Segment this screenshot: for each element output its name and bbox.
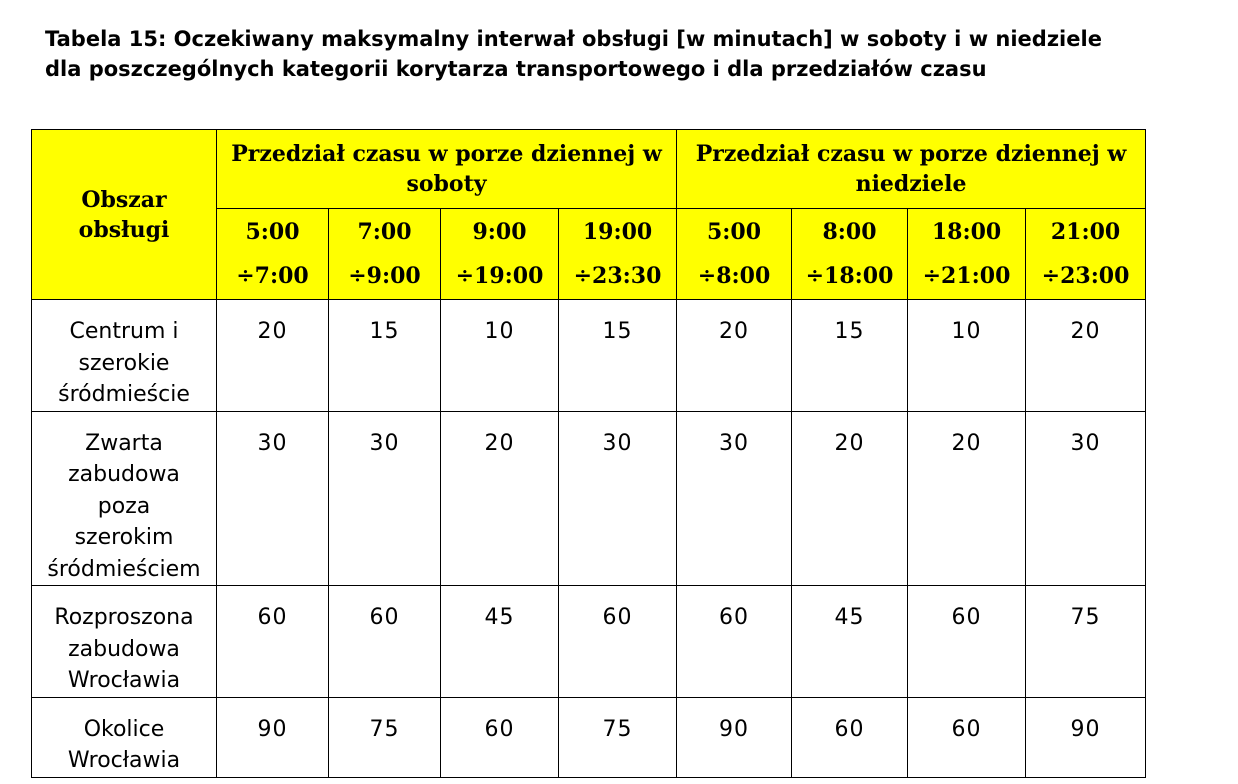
interval-cell: 90 xyxy=(1026,697,1146,777)
table-caption xyxy=(45,24,1215,84)
table-row xyxy=(32,411,1146,586)
interval-cell: 20 xyxy=(677,300,792,412)
interval-cell: 60 xyxy=(908,586,1026,698)
header-time-range: 18:00 ÷21:00 xyxy=(908,209,1026,300)
header-time-range: 19:00 ÷23:30 xyxy=(559,209,677,300)
interval-cell: 30 xyxy=(559,411,677,586)
table-row xyxy=(32,300,1146,412)
interval-cell: 30 xyxy=(217,411,329,586)
interval-cell: 90 xyxy=(677,697,792,777)
interval-cell: 20 xyxy=(792,411,908,586)
table-row xyxy=(32,697,1146,777)
interval-cell: 15 xyxy=(792,300,908,412)
interval-cell: 75 xyxy=(329,697,441,777)
interval-cell: 60 xyxy=(559,586,677,698)
interval-cell: 60 xyxy=(908,697,1026,777)
header-time-range: 8:00 ÷18:00 xyxy=(792,209,908,300)
interval-cell: 60 xyxy=(792,697,908,777)
caption-line-1: Tabela 15: Oczekiwany maksymalny interwał obsługi [w minutach] w soboty i w niedziele xyxy=(45,27,1102,51)
service-interval-table xyxy=(31,129,1146,778)
interval-cell: 45 xyxy=(792,586,908,698)
interval-cell: 90 xyxy=(217,697,329,777)
interval-cell: 20 xyxy=(441,411,559,586)
row-label: Okolice Wrocławia xyxy=(32,697,217,777)
interval-cell: 60 xyxy=(329,586,441,698)
row-label: Zwarta zabudowa poza szerokim śródmieściem xyxy=(32,411,217,586)
interval-cell: 15 xyxy=(329,300,441,412)
interval-cell: 30 xyxy=(677,411,792,586)
caption-line-2: dla poszczególnych kategorii korytarza transportowego i dla przedziałów czasu xyxy=(45,57,987,81)
interval-cell: 30 xyxy=(1026,411,1146,586)
header-sunday-period: Przedział czasu w porze dziennej w niedziele xyxy=(677,130,1146,209)
interval-cell: 75 xyxy=(1026,586,1146,698)
interval-cell: 10 xyxy=(441,300,559,412)
row-label: Rozproszona zabudowa Wrocławia xyxy=(32,586,217,698)
interval-cell: 60 xyxy=(441,697,559,777)
interval-cell: 10 xyxy=(908,300,1026,412)
header-time-range: 5:00 ÷7:00 xyxy=(217,209,329,300)
header-time-range: 7:00 ÷9:00 xyxy=(329,209,441,300)
header-time-range: 9:00 ÷19:00 xyxy=(441,209,559,300)
interval-cell: 75 xyxy=(559,697,677,777)
table-row xyxy=(32,586,1146,698)
header-time-range: 5:00 ÷8:00 xyxy=(677,209,792,300)
row-label: Centrum i szerokie śródmieście xyxy=(32,300,217,412)
interval-cell: 20 xyxy=(908,411,1026,586)
header-saturday-period: Przedział czasu w porze dziennej w soboty xyxy=(217,130,677,209)
header-time-range: 21:00 ÷23:00 xyxy=(1026,209,1146,300)
interval-cell: 20 xyxy=(217,300,329,412)
interval-cell: 15 xyxy=(559,300,677,412)
interval-cell: 45 xyxy=(441,586,559,698)
interval-cell: 60 xyxy=(217,586,329,698)
interval-cell: 30 xyxy=(329,411,441,586)
interval-cell: 20 xyxy=(1026,300,1146,412)
header-service-area: Obszar obsługi xyxy=(32,130,217,300)
interval-cell: 60 xyxy=(677,586,792,698)
